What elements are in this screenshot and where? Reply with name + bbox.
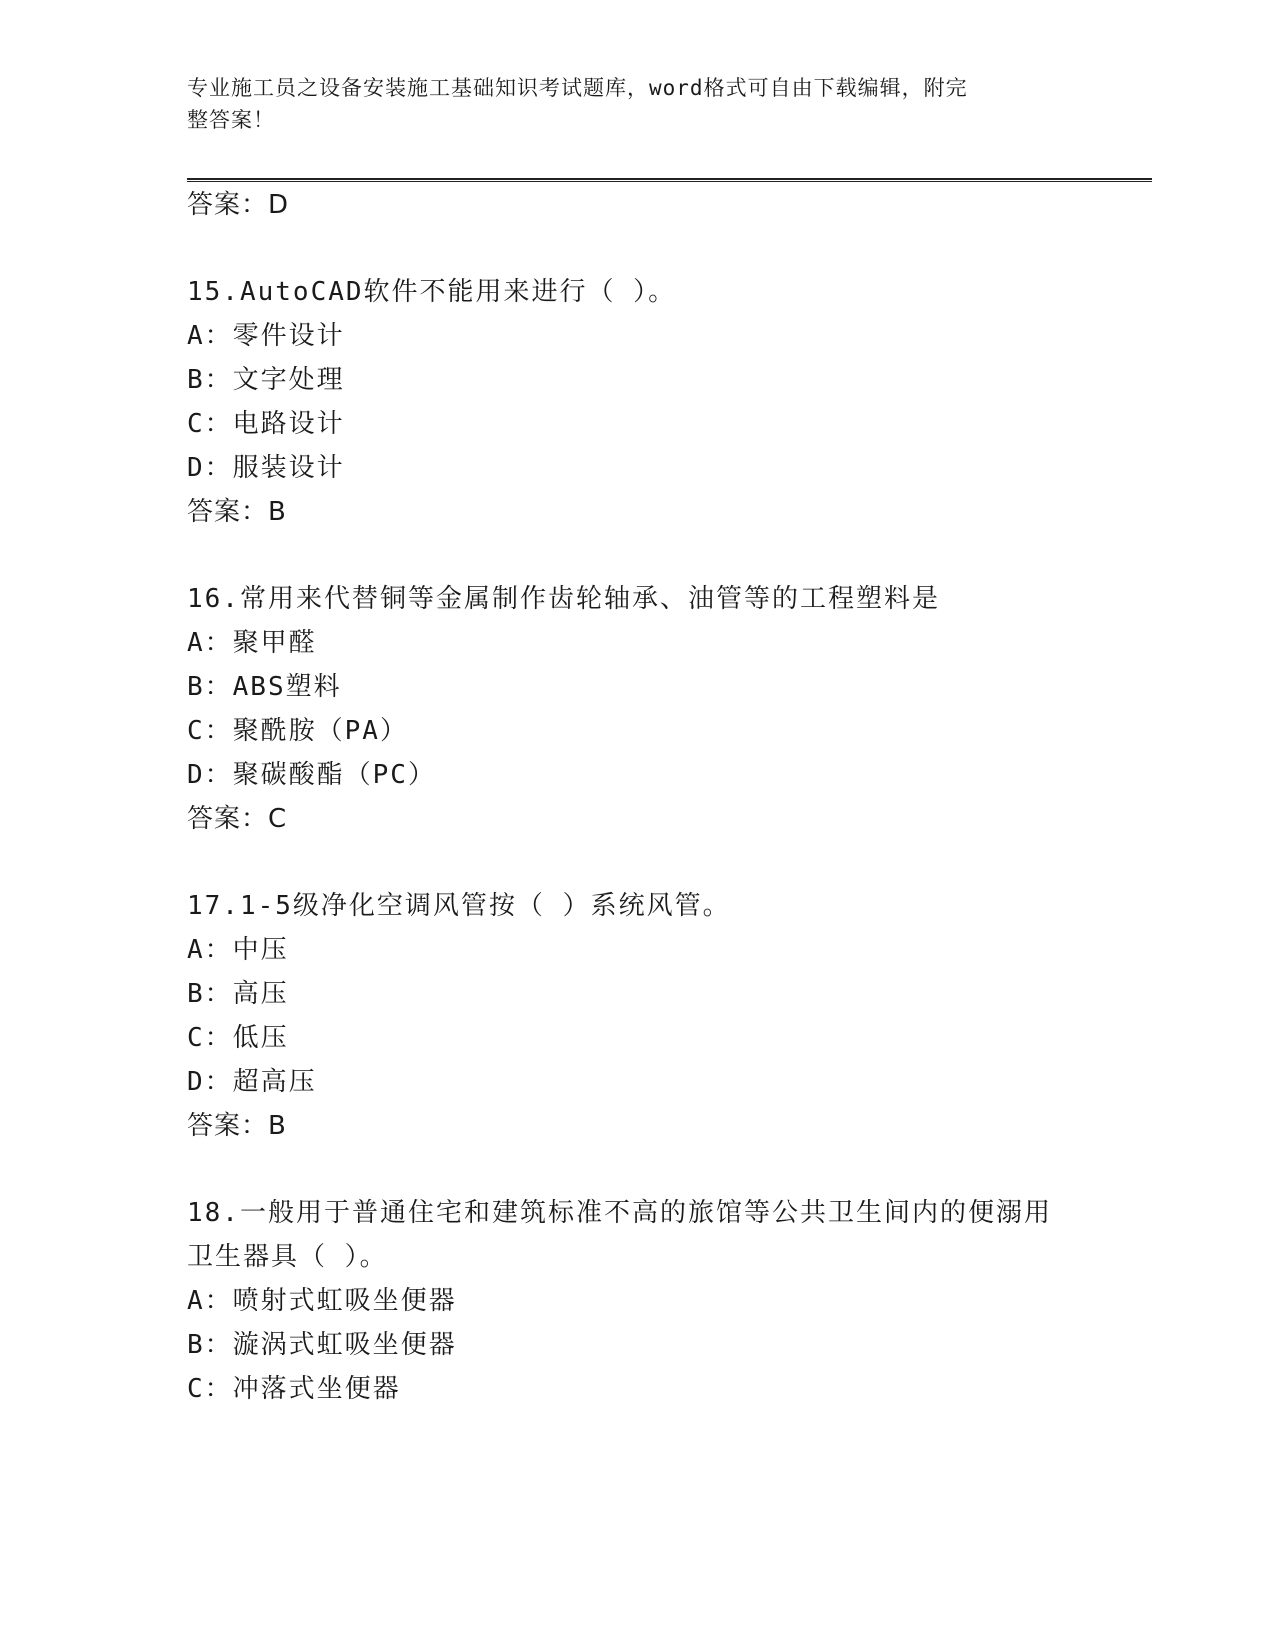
header-line-1: 专业施工员之设备安装施工基础知识考试题库，word格式可自由下载编辑，附完	[187, 76, 968, 100]
question-17-option-c: C：低压	[187, 1023, 289, 1053]
question-16-answer: 答案：C	[187, 804, 288, 834]
question-16-option-a: A：聚甲醛	[187, 628, 317, 658]
question-17-answer: 答案：B	[187, 1111, 287, 1141]
question-16-option-c: C：聚酰胺（PA）	[187, 716, 408, 746]
question-15-answer: 答案：B	[187, 497, 287, 527]
question-18-option-b: B：漩涡式虹吸坐便器	[187, 1330, 457, 1360]
question-16-stem: 16.常用来代替铜等金属制作齿轮轴承、油管等的工程塑料是	[187, 584, 940, 614]
question-15-option-c: C：电路设计	[187, 409, 345, 439]
question-17-option-d: D：超高压	[187, 1067, 317, 1097]
question-16-option-d: D：聚碳酸酯（PC）	[187, 760, 436, 790]
question-15-option-a: A：零件设计	[187, 321, 345, 351]
question-17-option-a: A：中压	[187, 935, 289, 965]
question-18-stem-line-1: 18.一般用于普通住宅和建筑标准不高的旅馆等公共卫生间内的便溺用	[187, 1198, 1052, 1228]
question-15-option-d: D：服装设计	[187, 453, 345, 483]
question-18-option-a: A：喷射式虹吸坐便器	[187, 1286, 457, 1316]
document-header	[187, 72, 1067, 136]
question-17-stem: 17.1-5级净化空调风管按（ ）系统风管。	[187, 891, 731, 921]
question-18-stem-line-2: 卫生器具（ ）。	[187, 1242, 388, 1272]
question-15-stem: 15.AutoCAD软件不能用来进行（ ）。	[187, 277, 677, 307]
question-15-option-b: B：文字处理	[187, 365, 345, 395]
header-divider	[187, 178, 1152, 182]
header-line-2: 整答案！	[187, 108, 275, 132]
question-16-option-b: B：ABS塑料	[187, 672, 342, 702]
answer-prev: 答案：D	[187, 190, 290, 220]
question-18-option-c: C：冲落式坐便器	[187, 1374, 401, 1404]
question-17-option-b: B：高压	[187, 979, 289, 1009]
